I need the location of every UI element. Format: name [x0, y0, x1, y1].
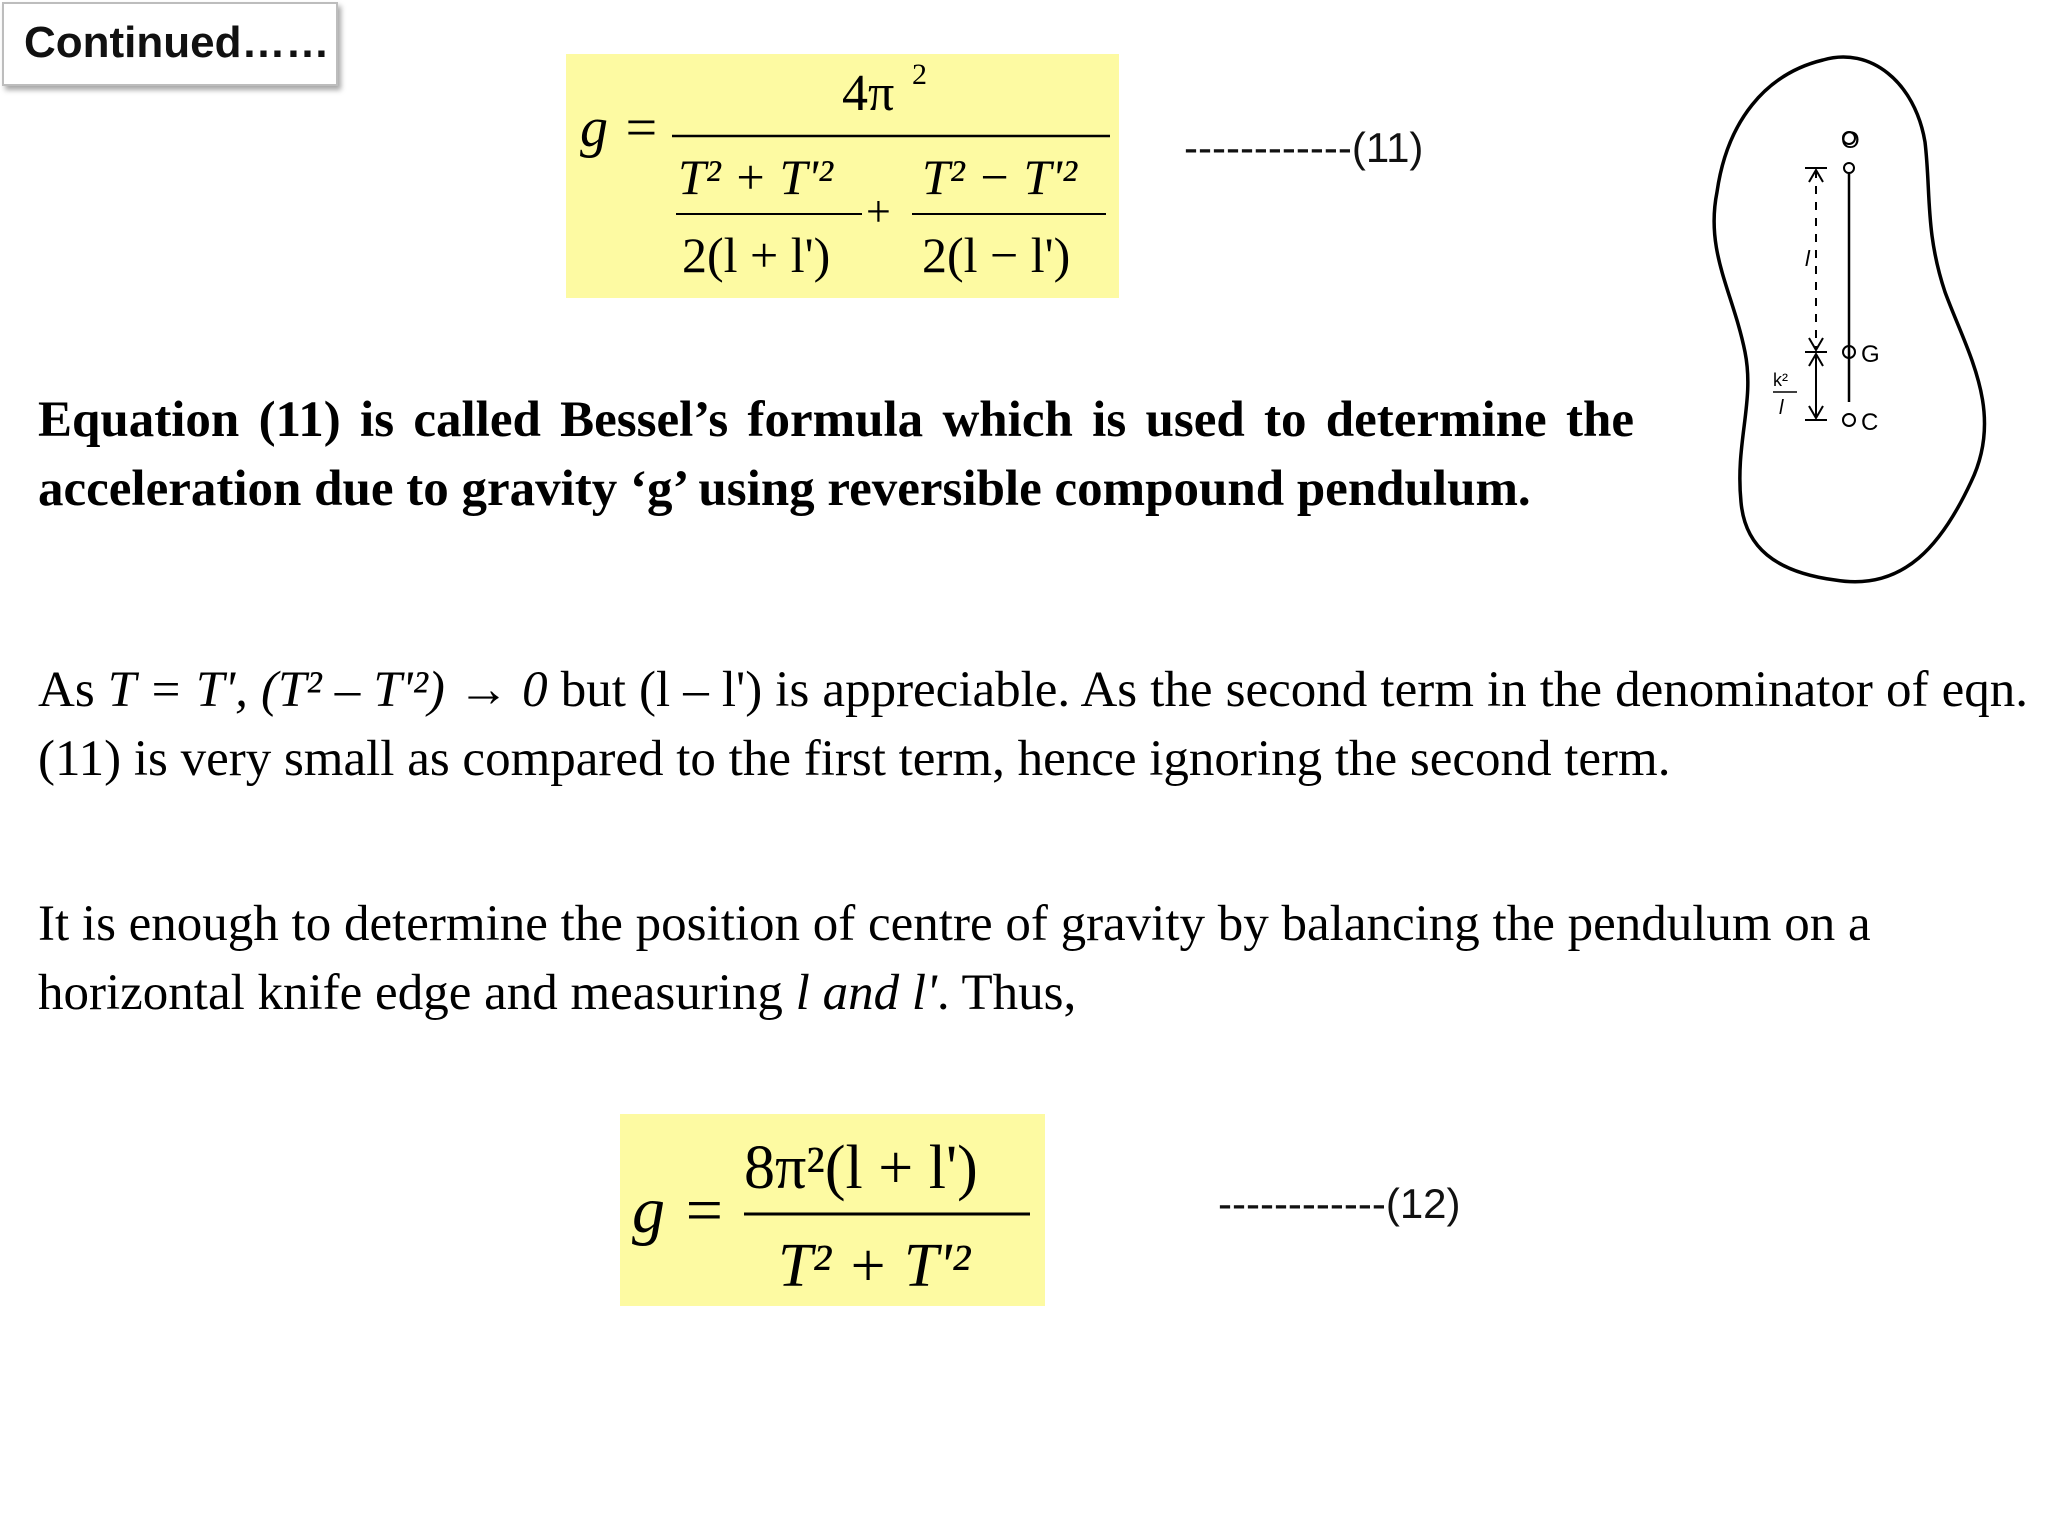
equation-11-box	[566, 54, 1119, 298]
balance-text-a: It is enough to determine the position of centre of gravity by balancing the pendulum on a horizontal knife edge and measuring	[38, 896, 1871, 1021]
eq11-plus: +	[866, 187, 891, 236]
eq11-numerator-exp: 2	[912, 58, 927, 91]
equation-12-box	[620, 1114, 1045, 1306]
eq11-term2-denominator: 2(l − l')	[922, 227, 1071, 283]
eq12-numerator: 8π²(l + l')	[744, 1134, 978, 1202]
bessel-formula-paragraph: Equation (11) is called Bessel’s formula which is used to determine the acceleration due to gravity ‘g’ using reversible compound pendulum.	[38, 392, 1634, 517]
label-k2: k²	[1773, 370, 1788, 390]
eq12-denominator: T² + T'²	[778, 1232, 971, 1300]
pendulum-diagram	[1705, 52, 2005, 602]
continued-label: Continued……	[24, 18, 330, 67]
suspension-point-marker	[1844, 163, 1854, 173]
equation-12-number: ------------(12)	[1218, 1180, 1461, 1227]
equation-11-number: ------------(11)	[1184, 124, 1424, 171]
label-l: l	[1805, 246, 1810, 271]
equation-11-svg	[566, 54, 1119, 298]
continued-tag	[2, 2, 338, 86]
label-over-l: l	[1779, 397, 1784, 419]
eq11-term2-numerator: T² − T'²	[922, 149, 1078, 205]
approximation-paragraph	[38, 656, 2028, 794]
label-o: O	[1841, 127, 1860, 154]
balancing-paragraph	[38, 890, 2028, 1028]
l-arrow-down	[1809, 338, 1823, 350]
approx-period-condition: T = T', (T² – T'²) → 0	[107, 662, 548, 718]
eq12-lhs: g =	[632, 1174, 727, 1247]
eq11-lhs: g =	[580, 97, 660, 159]
label-c: C	[1861, 409, 1879, 436]
eq11-numerator: 4π	[842, 65, 895, 122]
approx-as: As	[38, 662, 108, 718]
label-g: G	[1861, 341, 1880, 368]
point-c-marker	[1843, 414, 1855, 426]
eq11-term1-denominator: 2(l + l')	[682, 227, 831, 283]
balance-text-b: . Thus,	[936, 965, 1077, 1021]
approx-remainder: but (l – l') is appreciable. As the second term in the denominator of eqn. (11) is very small as compared to the first term, hence ignoring the second term.	[38, 662, 2028, 787]
eq11-term1-numerator: T² + T'²	[678, 149, 834, 205]
equation-12-svg	[620, 1114, 1045, 1306]
balance-l-and-l: l and l'	[795, 965, 937, 1021]
